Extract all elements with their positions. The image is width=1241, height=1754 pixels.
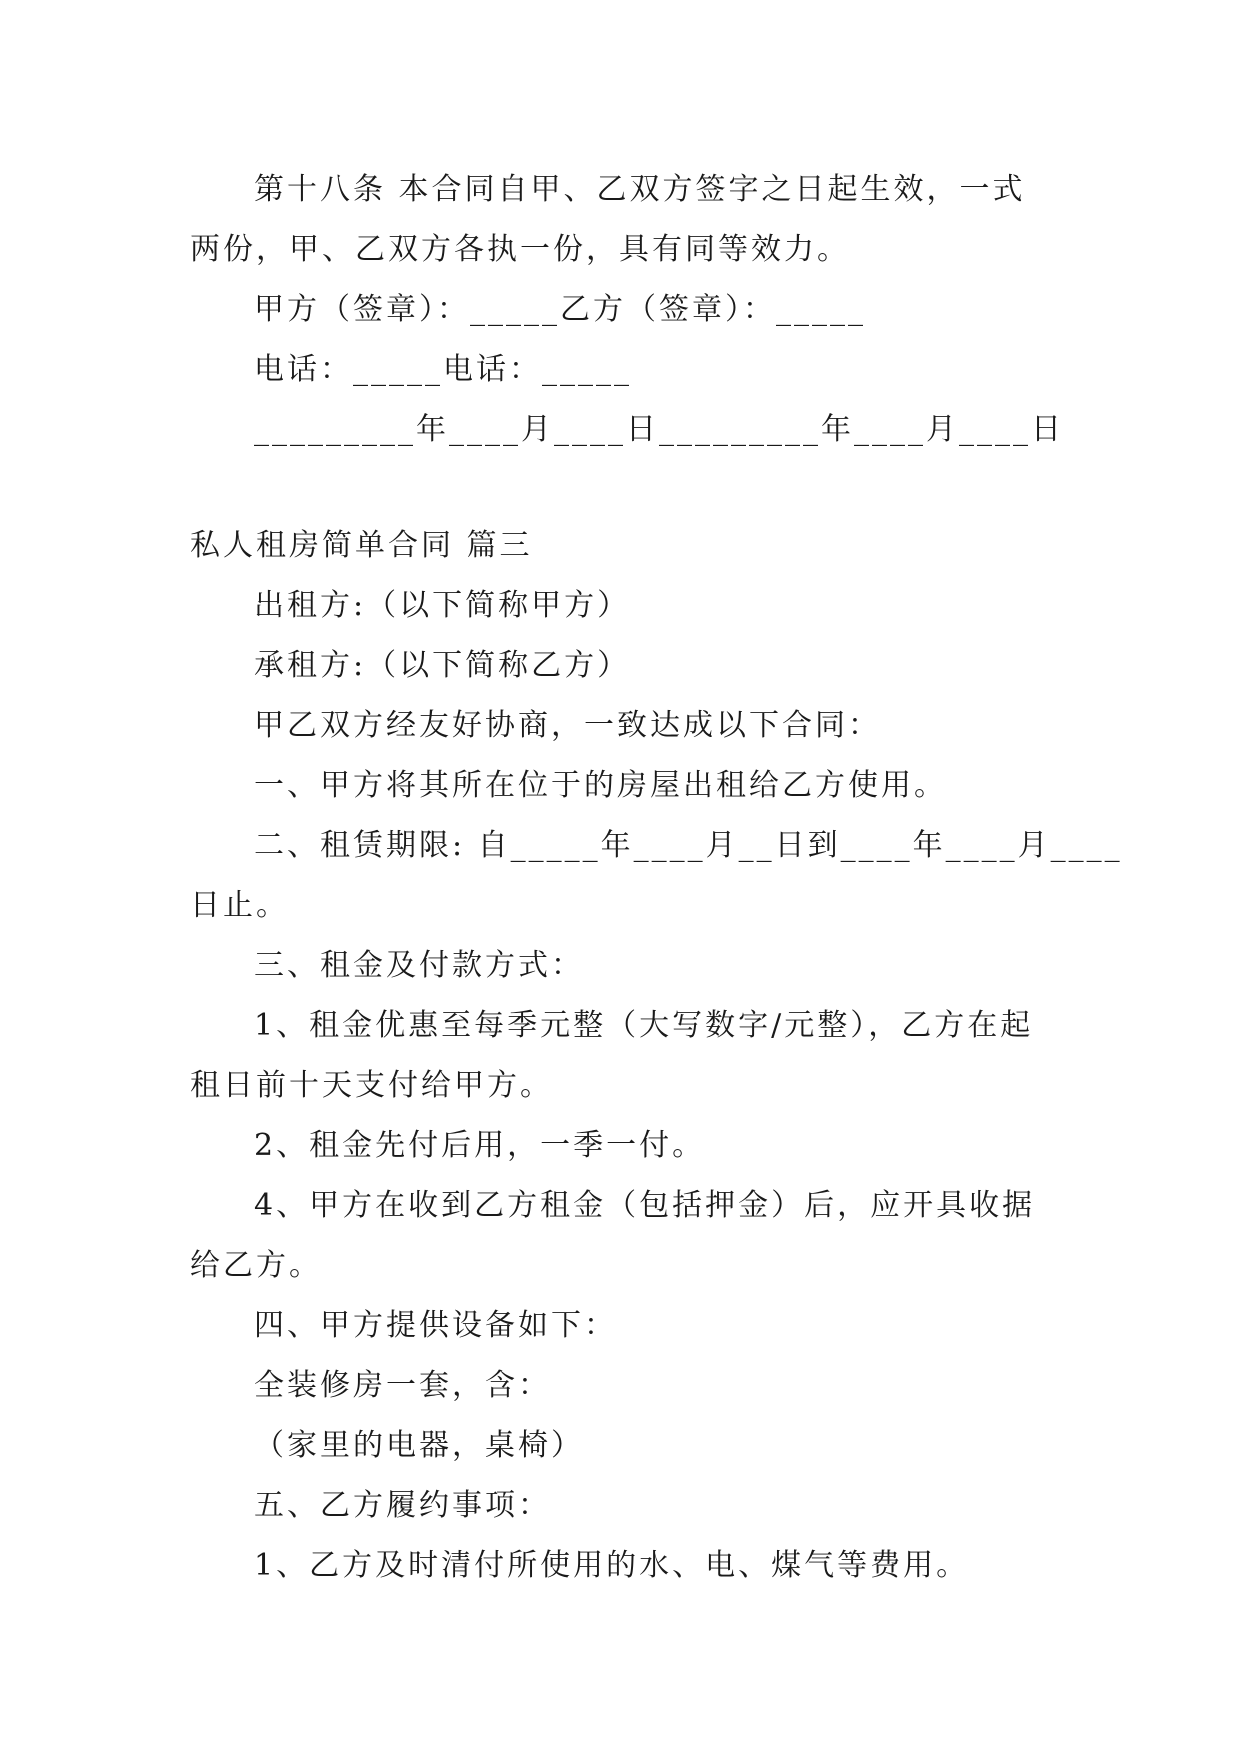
section-gap: [190, 460, 1050, 516]
item-3-2: 2、租金先付后用，一季一付。: [254, 1128, 706, 1163]
item-2-line-1: 二、租赁期限: 自_____年____月__日到____年____月____: [254, 828, 1123, 863]
section-title: 私人租房简单合同 篇三: [190, 528, 533, 563]
item-1: 一、甲方将其所在位于的房屋出租给乙方使用。: [254, 768, 947, 803]
lessor-line: 出租方:（以下简称甲方）: [254, 588, 631, 623]
item-3-1-line-1: 1、租金优惠至每季元整（大写数字/元整），乙方在起: [254, 1008, 1034, 1043]
item-5-1: 1、乙方及时清付所使用的水、电、煤气等费用。: [254, 1548, 970, 1583]
document-body: [190, 160, 1123, 1596]
phone-line: 电话：_____电话：_____: [254, 352, 632, 387]
item-3: 三、租金及付款方式：: [254, 948, 584, 983]
agreement-intro: 甲乙双方经友好协商，一致达成以下合同：: [254, 708, 881, 743]
item-5: 五、乙方履约事项：: [254, 1488, 551, 1523]
item-3-4-line-1: 4、甲方在收到乙方租金（包括押金）后，应开具收据: [254, 1188, 1036, 1223]
item-4-b: （家里的电器，桌椅）: [254, 1428, 584, 1463]
clause-18-line-1: 第十八条 本合同自甲、乙双方签字之日起生效，一式: [254, 172, 1026, 207]
item-4: 四、甲方提供设备如下：: [254, 1308, 617, 1343]
item-3-1-line-2: 租日前十天支付给甲方。: [190, 1068, 553, 1103]
signature-line: 甲方（签章）：_____乙方（签章）：_____: [254, 292, 866, 327]
clause-18-line-2: 两份，甲、乙双方各执一份，具有同等效力。: [190, 232, 850, 267]
item-2-line-2: 日止。: [190, 888, 289, 923]
item-3-4-line-2: 给乙方。: [190, 1248, 322, 1283]
date-line: _________年____月____日_________年____月____日: [254, 412, 1064, 447]
lessee-line: 承租方:（以下简称乙方）: [254, 648, 631, 683]
item-4-a: 全装修房一套，含：: [254, 1368, 551, 1403]
